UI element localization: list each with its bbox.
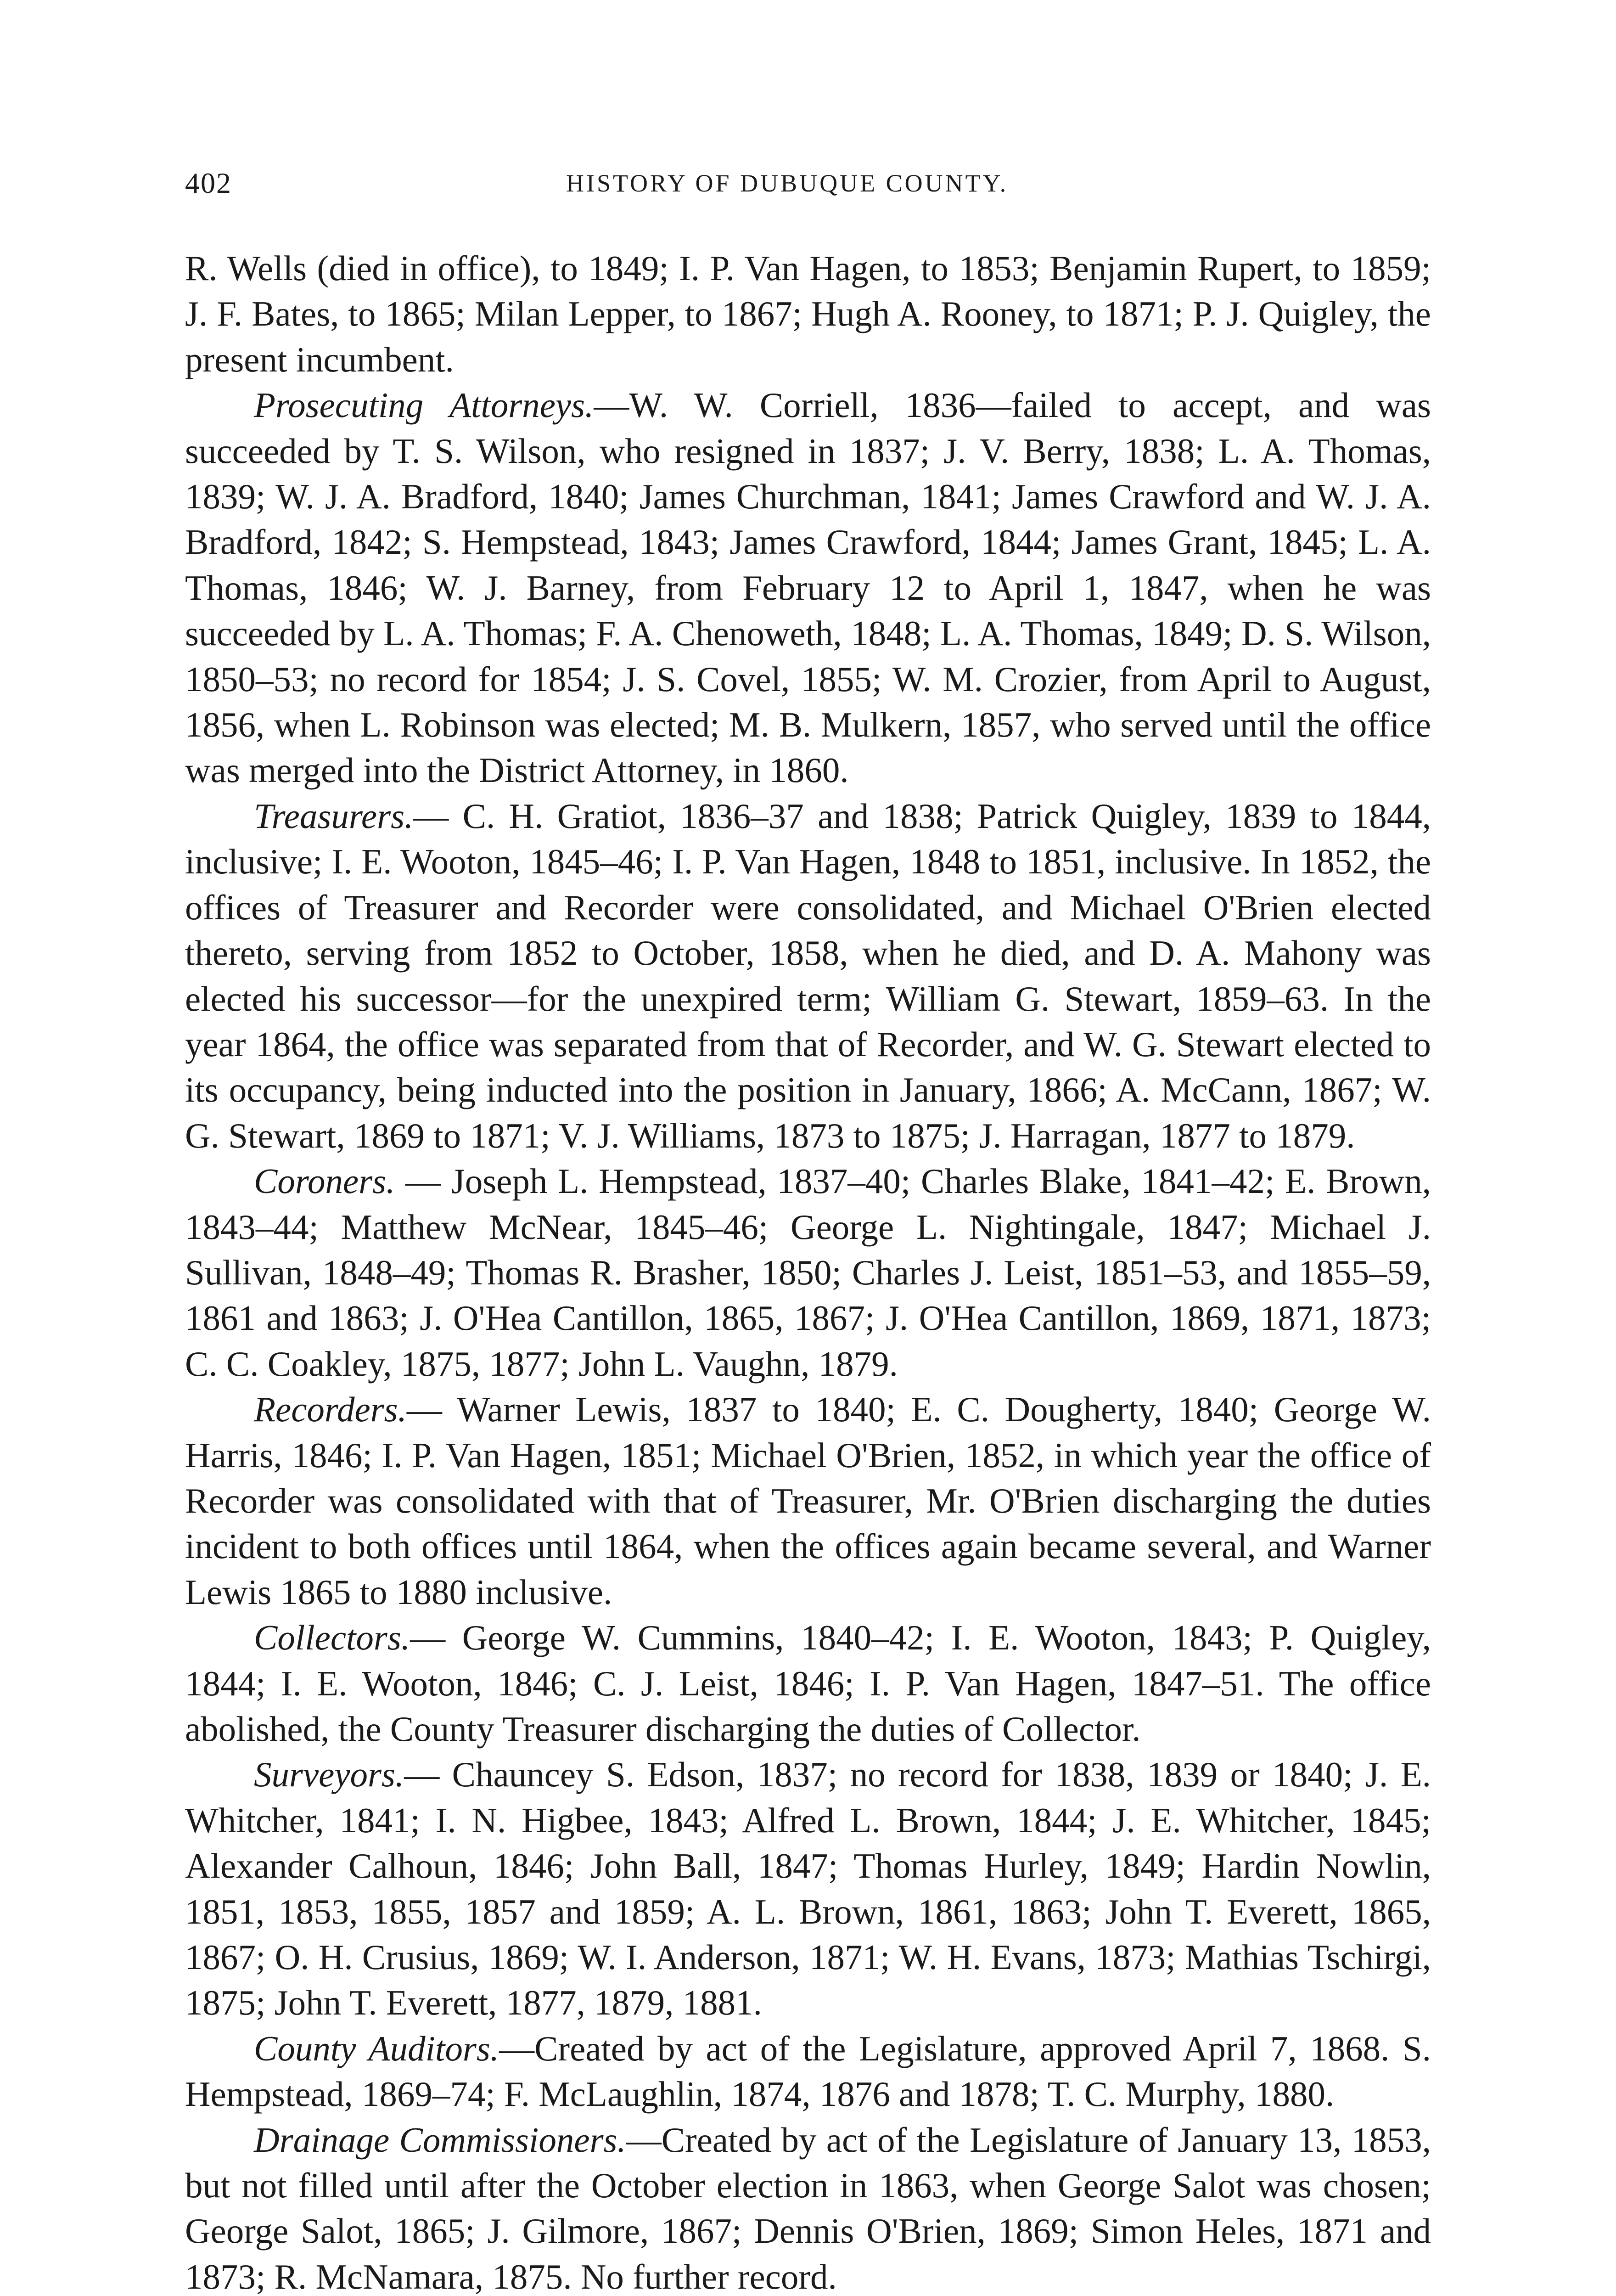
paragraph-text: R. Wells (died in office), to 1849; I. P. Van Hagen, to 1853; Benjamin Rupert, to 1859; J. F. Bates, to 1865; Milan Lepper, to 1867; Hugh A. Rooney, to 1871; P. J. Quigley, the present incumbent. [185,248,1431,379]
section-heading: County Auditors. [254,2028,499,2068]
section-heading: Surveyors. [254,1755,404,1795]
paragraph-text: — George W. Cummins, 1840–42; I. E. Wooton, 1843; P. Quigley, 1844; I. E. Wooton, 1846; C. J. Leist, 1846; I. P. Van Hagen, 1847–51. The office abolished, the County Treasurer discharging the duties of Collector. [185,1618,1431,1749]
paragraph-text: — Chauncey S. Edson, 1837; no record for 1838, 1839 or 1840; J. E. Whitcher, 1841; I. N. Higbee, 1843; Alfred L. Brown, 1844; J. E. Whitcher, 1845; Alexander Calhoun, 1846; John Ball, 1847; Thomas Hurley, 1849; Hardin Nowlin, 1851, 1853, 1855, 1857 and 1859; A. L. Brown, 1861, 1863; John T. Everett, 1865, 1867; O. H. Crusius, 1869; W. I. Anderson, 1871; W. H. Evans, 1873; Mathias Tschirgi, 1875; John T. Everett, 1877, 1879, 1881. [185,1755,1431,2023]
paragraph-text: — Joseph L. Hempstead, 1837–40; Charles Blake, 1841–42; E. Brown, 1843–44; Matthew McNear, 1845–46; George L. Nightingale, 1847; Michael J. Sullivan, 1848–49; Thomas R. Brasher, 1850; Charles J. Leist, 1851–53, and 1855–59, 1861 and 1863; J. O'Hea Cantillon, 1865, 1867; J. O'Hea Cantillon, 1869, 1871, 1873; C. C. Coakley, 1875, 1877; John L. Vaughn, 1879. [185,1161,1431,1384]
paragraph-recorders [185,1387,1431,1615]
paragraph-surveyors [185,1752,1431,2026]
section-heading: Coroners. [254,1161,395,1201]
paragraph-text: —Created by act of the Legislature, approved April 7, 1868. S. Hempstead, 1869–74; F. McLaughlin, 1874, 1876 and 1878; T. C. Murphy, 1880. [185,2028,1431,2114]
paragraph-county-auditors [185,2026,1431,2117]
paragraph-drainage-commissioners [185,2117,1431,2296]
section-heading: Treasurers. [254,796,414,836]
section-heading: Recorders. [254,1390,407,1429]
paragraph-sheriffs-continued [185,246,1431,383]
section-heading: Collectors. [254,1618,410,1658]
paragraph-coroners [185,1159,1431,1387]
page-number: 402 [185,167,232,199]
paragraph-text: — Warner Lewis, 1837 to 1840; E. C. Dougherty, 1840; George W. Harris, 1846; I. P. Van Hagen, 1851; Michael O'Brien, 1852, in which year the office of Recorder was consolidated with that of Treasurer, Mr. O'Brien discharging the duties incident to both offices until 1864, when the offices again became several, and Warner Lewis 1865 to 1880 inclusive. [185,1390,1431,1612]
body-text [185,246,1431,2296]
running-title: HISTORY OF DUBUQUE COUNTY. [566,169,1009,197]
section-heading: Drainage Commissioners. [254,2120,626,2160]
paragraph-treasurers [185,793,1431,1159]
page-header [185,166,1431,208]
paragraph-collectors [185,1615,1431,1752]
paragraph-prosecuting-attorneys [185,383,1431,793]
section-heading: Prosecuting Attorneys. [254,385,594,425]
paragraph-text: —W. W. Corriell, 1836—failed to accept, and was succeeded by T. S. Wilson, who resigned in 1837; J. V. Berry, 1838; L. A. Thomas, 1839; W. J. A. Bradford, 1840; James Churchman, 1841; James Crawford and W. J. A. Bradford, 1842; S. Hempstead, 1843; James Crawford, 1844; James Grant, 1845; L. A. Thomas, 1846; W. J. Barney, from February 12 to April 1, 1847, when he was succeeded by L. A. Thomas; F. A. Chenoweth, 1848; L. A. Thomas, 1849; D. S. Wilson, 1850–53; no record for 1854; J. S. Covel, 1855; W. M. Crozier, from April to August, 1856, when L. Robinson was elected; M. B. Mulkern, 1857, who served until the office was merged into the District Attorney, in 1860. [185,385,1431,790]
paragraph-text: —Created by act of the Legislature of January 13, 1853, but not filled until after the October election in 1863, when George Salot was chosen; George Salot, 1865; J. Gilmore, 1867; Dennis O'Brien, 1869; Simon Heles, 1871 and 1873; R. McNamara, 1875. No further record. [185,2120,1431,2296]
paragraph-text: — C. H. Gratiot, 1836–37 and 1838; Patrick Quigley, 1839 to 1844, inclusive; I. E. Wooton, 1845–46; I. P. Van Hagen, 1848 to 1851, inclusive. In 1852, the offices of Treasurer and Recorder were consolidated, and Michael O'Brien elected thereto, serving from 1852 to October, 1858, when he died, and D. A. Mahony was elected his successor—for the unexpired term; William G. Stewart, 1859–63. In the year 1864, the office was separated from that of Recorder, and W. G. Stewart elected to its occupancy, being inducted into the position in January, 1866; A. McCann, 1867; W. G. Stewart, 1869 to 1871; V. J. Williams, 1873 to 1875; J. Harragan, 1877 to 1879. [185,796,1431,1155]
